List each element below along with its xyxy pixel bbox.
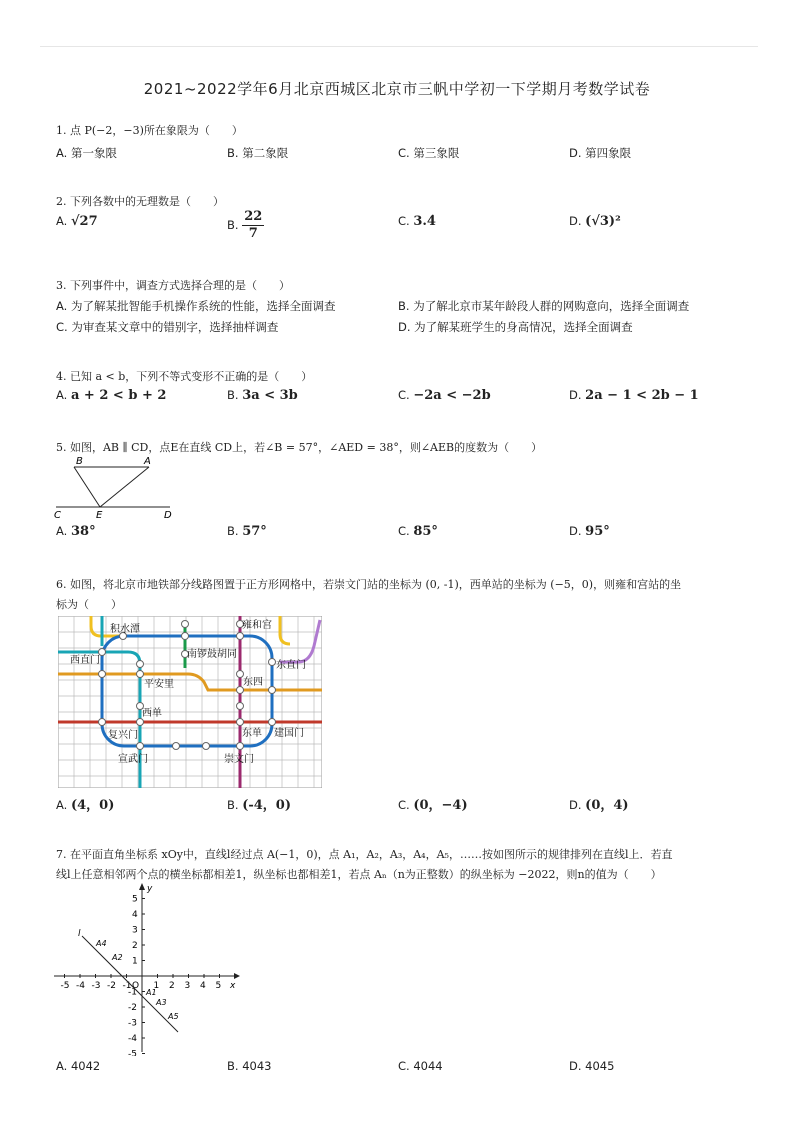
q5-option-c[interactable] — [398, 524, 438, 539]
q6-b-label: B. — [227, 798, 239, 812]
q6-d-label: D. — [569, 798, 582, 812]
q5-c-label: C. — [398, 524, 410, 538]
q2-a-value: √27 — [70, 214, 98, 229]
q2-option-c[interactable] — [398, 214, 436, 229]
q5-stem: 5. 如图，AB ∥ CD，点E在直线 CD上，若∠B = 57°，∠AED = 38°，则∠AEB的度数为（ ） — [56, 441, 543, 454]
point-c-label: C — [54, 510, 61, 520]
station-xuanwumen-label: 宣武门 — [118, 754, 148, 765]
station-marker — [237, 703, 244, 710]
q7-stem-line1: 7. 在平面直角坐标系 xOy中，直线l经过点 A(−1，0)，点 A₁，A₂，A₃，A₄，A₅，……按如图所示的规律排列在直线l上．若直 — [56, 848, 673, 861]
station-marker — [99, 671, 106, 678]
q6-stem-line2: 标为（ ） — [56, 598, 122, 611]
q1-option-a[interactable]: A. 第一象限 — [56, 146, 117, 160]
station-dongdan-label: 东单 — [242, 728, 262, 739]
q5-option-a[interactable] — [56, 524, 96, 539]
y-tick-label: 5 — [132, 894, 138, 905]
x-tick-label: -5 — [60, 981, 70, 991]
q7-option-c[interactable]: C. 4044 — [398, 1059, 443, 1073]
station-dongzhimen-label: 东直门 — [276, 660, 306, 671]
q4-option-c[interactable] — [398, 388, 491, 403]
station-jishuitan-label: 积水潭 — [110, 624, 140, 635]
q5-option-b[interactable] — [227, 524, 267, 539]
station-dongsi-label: 东四 — [243, 677, 263, 688]
x-tick-label: 3 — [184, 981, 191, 991]
q6-option-d[interactable] — [569, 794, 629, 813]
station-marker — [269, 687, 276, 694]
station-chongwenmen-label: 崇文门 — [224, 754, 254, 765]
station-marker — [173, 743, 180, 750]
q2-b-denominator: 7 — [248, 226, 258, 241]
q7-coordinate-figure — [52, 880, 242, 1056]
station-fuxingmen-marker — [99, 719, 106, 726]
point-a4-label: A4 — [96, 939, 107, 948]
station-chongwenmen-marker — [237, 743, 244, 750]
station-xizhimen-label: 西直门 — [70, 655, 100, 666]
q4-a-label: A. — [56, 388, 68, 402]
line-l-label: l — [78, 929, 81, 939]
station-nanluoguxiang-label: 南锣鼓胡同 — [187, 649, 237, 660]
q6-c-label: C. — [398, 798, 410, 812]
q4-b-value: 3a < 3b — [242, 388, 298, 403]
q7-option-d[interactable]: D. 4045 — [569, 1059, 615, 1073]
q4-a-value: a + 2 < b + 2 — [70, 388, 167, 403]
x-tick-label: -2 — [107, 981, 116, 991]
point-a1-label: A1 — [146, 988, 157, 997]
q1-option-c[interactable]: C. 第三象限 — [398, 146, 460, 160]
q2-d-value: (√3)² — [585, 214, 621, 229]
q7-stem-line2: 线l上任意相邻两个点的横坐标都相差1，纵坐标也都相差1，若点 Aₙ（n为正整数）的纵坐标为 −2022，则n的值为（ ） — [56, 868, 662, 881]
x-tick-label: -3 — [91, 981, 101, 991]
origin-label: O — [132, 981, 140, 991]
point-a3-label: A3 — [156, 998, 167, 1007]
q6-a-label: A. — [56, 798, 68, 812]
y-tick-label: -4 — [128, 1034, 137, 1044]
q4-c-label: C. — [398, 388, 410, 402]
q2-stem: 2. 下列各数中的无理数是（ ） — [56, 195, 224, 208]
q5-option-d[interactable] — [569, 524, 610, 539]
q6-b-value: (-4，0) — [242, 798, 291, 813]
q4-option-a[interactable] — [56, 388, 166, 403]
q5-d-value: 95° — [585, 524, 610, 539]
station-marker — [137, 661, 144, 668]
y-axis-label: y — [147, 884, 153, 894]
q4-option-b[interactable] — [227, 388, 298, 403]
station-jianguomen-label: 建国门 — [274, 728, 304, 739]
station-pinganli-marker — [137, 671, 144, 678]
q3-option-b[interactable]: B. 为了解北京市某年龄段人群的网购意向，选择全面调查 — [398, 299, 690, 313]
x-tick-label: 2 — [169, 981, 175, 991]
station-yonghegong-label: 雍和宫 — [242, 620, 272, 631]
q1-option-d[interactable]: D. 第四象限 — [569, 146, 632, 160]
point-e-label: E — [96, 510, 103, 520]
q7-option-a[interactable]: A. 4042 — [56, 1059, 101, 1073]
y-tick-label: 2 — [132, 941, 138, 951]
segment-be — [74, 467, 100, 507]
q4-d-value: 2a − 1 < 2b − 1 — [585, 388, 699, 403]
q2-b-numerator: 22 — [244, 209, 263, 224]
y-tick-label: 4 — [132, 910, 138, 920]
y-tick-label: -5 — [128, 1049, 137, 1056]
q5-a-label: A. — [56, 524, 68, 538]
point-b-label: B — [76, 456, 83, 467]
point-d-label: D — [164, 510, 172, 520]
point-a5-label: A5 — [168, 1012, 179, 1021]
q2-d-label: D. — [569, 214, 582, 228]
q2-b-label: B. — [227, 218, 239, 232]
q1-stem: 1. 点 P(−2，−3)所在象限为（ ） — [56, 124, 243, 137]
q5-d-label: D. — [569, 524, 582, 538]
q2-b-fraction — [242, 209, 264, 242]
q6-option-a[interactable] — [56, 794, 114, 813]
station-fuxingmen-label: 复兴门 — [108, 730, 138, 741]
q5-c-value: 85° — [413, 524, 438, 539]
q6-option-b[interactable] — [227, 794, 291, 813]
q7-option-b[interactable]: B. 4043 — [227, 1059, 272, 1073]
station-xidan-label: 西单 — [142, 708, 162, 719]
q4-b-label: B. — [227, 388, 239, 402]
q6-c-value: (0，−4) — [413, 798, 468, 813]
q6-a-value: (4，0) — [70, 798, 115, 813]
x-tick-label: 1 — [153, 981, 160, 991]
q5-b-value: 57° — [242, 524, 267, 539]
q2-option-a[interactable] — [56, 214, 98, 229]
q3-option-d[interactable]: D. 为了解某班学生的身高情况，选择全面调查 — [398, 320, 633, 334]
page-title: 2021~2022学年6月北京西城区北京市三帆中学初一下学期月考数学试卷 — [143, 80, 651, 98]
station-yonghegong-marker — [237, 633, 244, 640]
station-xidan-marker — [137, 719, 144, 726]
q1-option-b[interactable]: B. 第二象限 — [227, 146, 289, 160]
x-axis-label: x — [230, 981, 236, 991]
q3-option-a[interactable]: A. 为了解某批智能手机操作系统的性能，选择全面调查 — [56, 299, 336, 313]
q2-a-label: A. — [56, 214, 68, 228]
x-tick-label: -4 — [76, 981, 85, 991]
q2-c-value: 3.4̇ — [413, 214, 436, 229]
station-jianguomen-marker — [269, 719, 276, 726]
x-tick-label: 4 — [200, 981, 206, 991]
header-divider — [40, 46, 758, 47]
x-tick-label: -1 — [122, 981, 132, 991]
station-dongdan-marker — [237, 719, 244, 726]
q6-stem-line1: 6. 如图，将北京市地铁部分线路图置于正方形网格中，若崇文门站的坐标为 (0, -1)，西单站的坐标为 (−5，0)，则雍和宫站的坐 — [56, 578, 682, 591]
station-dongzhimen-marker — [269, 659, 276, 666]
y-tick-label: 3 — [132, 925, 138, 936]
y-axis-arrow — [139, 883, 145, 890]
y-tick-label: -1 — [128, 987, 137, 998]
station-pinganli-label: 平安里 — [144, 679, 174, 690]
y-tick-label: -2 — [128, 1003, 137, 1013]
q2-c-label: C. — [398, 214, 410, 228]
y-tick-label: -3 — [128, 1018, 137, 1029]
q2-option-b[interactable] — [227, 209, 264, 242]
q4-stem: 4. 已知 a < b，下列不等式变形不正确的是（ ） — [56, 370, 313, 383]
x-tick-labels — [61, 974, 222, 991]
q4-option-d[interactable] — [569, 388, 699, 403]
q5-figure — [52, 454, 182, 520]
x-axis-arrow — [234, 973, 240, 979]
q4-d-label: D. — [569, 388, 582, 402]
q6-d-value: (0，4) — [585, 798, 629, 813]
q3-stem: 3. 下列事件中，调查方式选择合理的是（ ） — [56, 279, 290, 292]
q5-a-value: 38° — [70, 524, 96, 539]
segment-ae — [100, 467, 149, 507]
y-tick-label: 1 — [132, 956, 138, 967]
q4-c-value: −2a < −2b — [413, 388, 491, 403]
q3-option-c[interactable]: C. 为审查某文章中的错别字，选择抽样调查 — [56, 320, 279, 334]
station-marker — [182, 633, 189, 640]
q2-option-d[interactable] — [569, 214, 621, 229]
point-a2-label: A2 — [112, 953, 123, 962]
station-marker — [203, 743, 210, 750]
point-a-label: A — [144, 456, 151, 467]
x-tick-label: 5 — [215, 981, 222, 991]
station-marker — [182, 621, 189, 628]
q6-option-c[interactable] — [398, 794, 468, 813]
q5-b-label: B. — [227, 524, 239, 538]
station-xuanwumen-marker — [137, 743, 144, 750]
subway-map — [58, 616, 322, 788]
